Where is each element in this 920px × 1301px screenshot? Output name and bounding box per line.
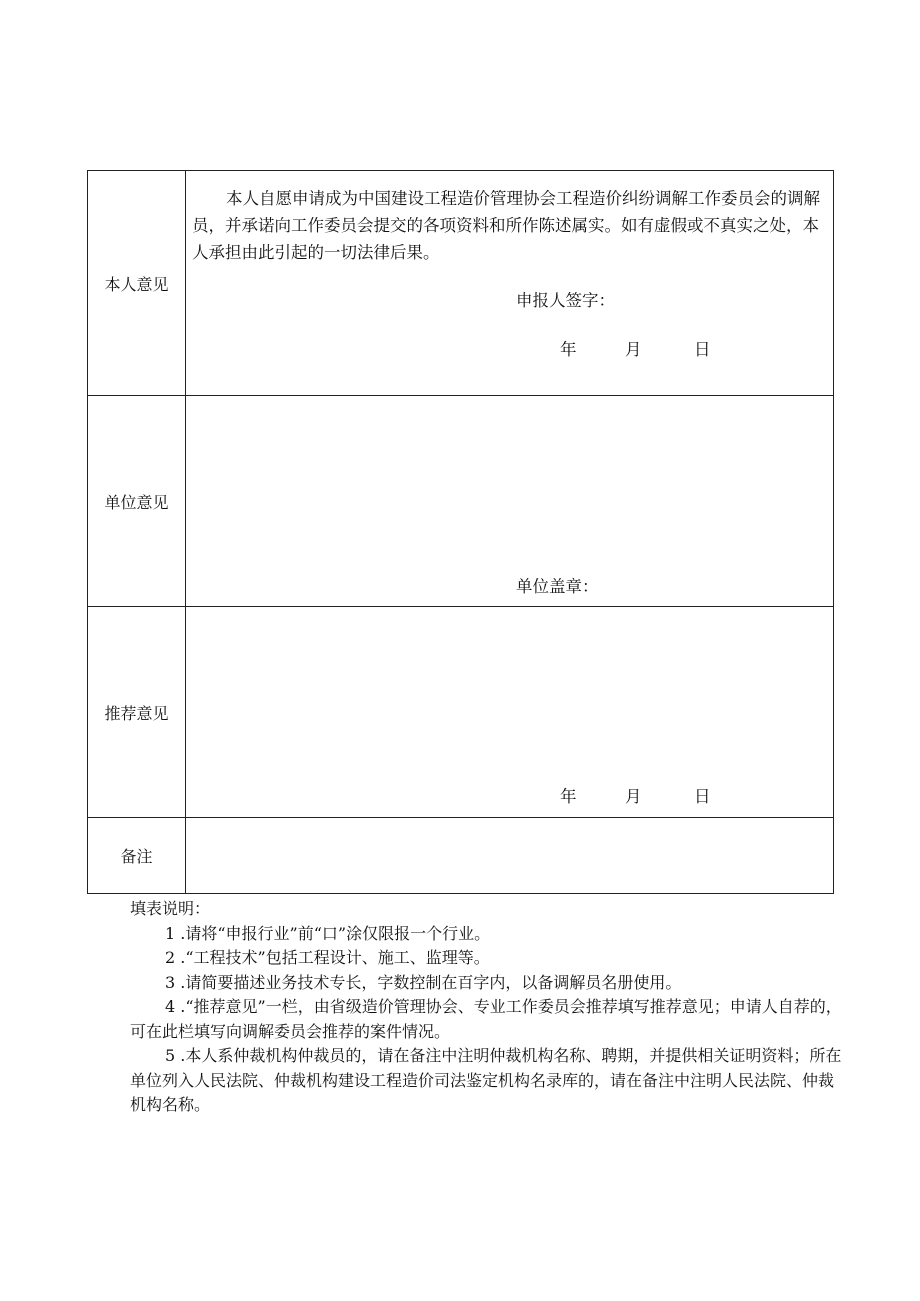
unit-seal-label: 单位盖章： [516,577,599,596]
recommendation-date-day: 日 [694,787,711,806]
remarks-content[interactable] [186,818,834,894]
unit-opinion-content[interactable] [186,396,834,607]
recommendation-date-year: 年 [560,787,577,806]
self-opinion-label: 本人意见 [88,171,186,396]
recommendation-content[interactable] [186,607,834,818]
instruction-item-1: 1 .请将“申报行业”前“口”涂仅限报一个行业。 [165,923,491,943]
self-opinion-row [88,171,834,396]
recommendation-row [88,607,834,818]
recommendation-date-month: 月 [625,787,642,806]
instruction-item-3: 3 .请简要描述业务技术专长，字数控制在百字内，以备调解员名册使用。 [165,972,682,992]
unit-opinion-row [88,396,834,607]
unit-opinion-label: 单位意见 [88,396,186,607]
applicant-signature-label: 申报人签字： [516,291,615,310]
filling-instructions [130,897,842,1118]
recommendation-label: 推荐意见 [88,607,186,818]
self-date-day: 日 [694,340,711,359]
self-date-month: 月 [625,340,642,359]
application-form-table [87,170,834,894]
self-date-year: 年 [560,340,577,359]
remarks-row [88,818,834,894]
instructions-title: 填表说明： [130,899,211,918]
instruction-item-5: 5 .本人系仲裁机构仲裁员的，请在备注中注明仲裁机构名称、聘期，并提供相关证明资料；所在单位列入人民法院、仲裁机构建设工程造价司法鉴定机构名录库的，请在备注中注明人民法院、仲裁机构名称。 [130,1046,842,1114]
self-statement-text: 本人自愿申请成为中国建设工程造价管理协会工程造价纠纷调解工作委员会的调解员，并承诺向工作委员会提交的各项资料和所作陈述属实。如有虚假或不真实之处，本人承担由此引起的一切法律后果。 [192,189,820,262]
instruction-item-4: 4 .“推荐意见”一栏，由省级造价管理协会、专业工作委员会推荐填写推荐意见；申请人自荐的，可在此栏填写向调解委员会推荐的案件情况。 [130,997,842,1041]
self-opinion-content[interactable] [186,171,834,396]
instruction-item-2: 2 .“工程技术”包括工程设计、施工、监理等。 [165,948,490,967]
remarks-label: 备注 [88,818,186,894]
